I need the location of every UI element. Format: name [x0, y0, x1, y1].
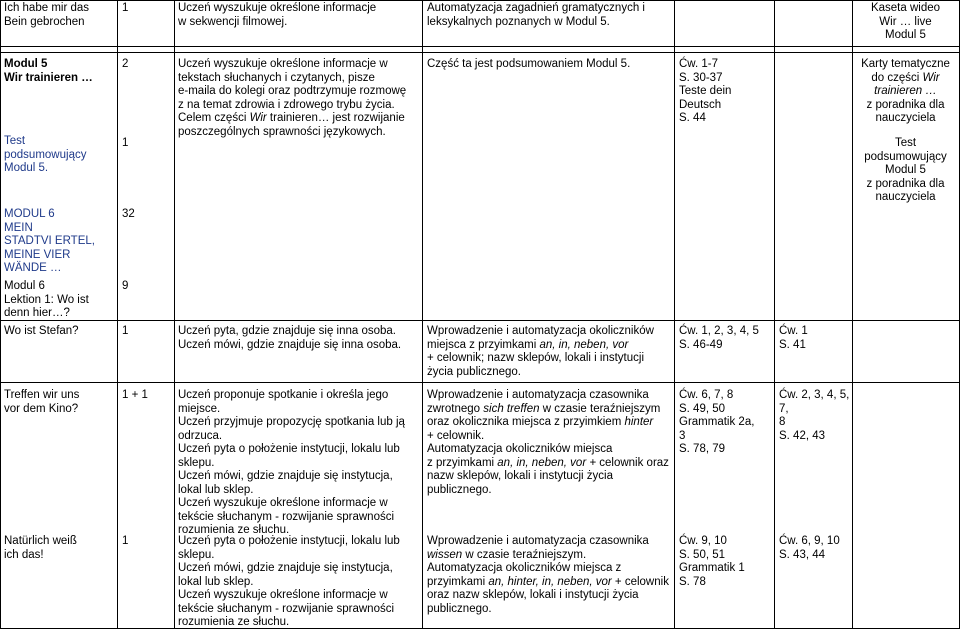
goal-text-italic: Wir — [249, 112, 267, 124]
workbook-exercises: Ćw. 6, 9, 10 S. 43, 44 — [779, 535, 840, 561]
hours-count: 1 — [122, 325, 129, 337]
exercises: Ćw. 1-7 S. 30-37 Teste dein Deutsch S. 44 — [679, 58, 732, 124]
grammar-content: Automatyzacja zagadnień gramatycznych i leksykalnych poznanych w Modul 5. — [427, 2, 645, 28]
table-rule — [0, 320, 960, 321]
grammar-content — [427, 389, 669, 497]
learning-goal: Uczeń pyta o położenie instytucji, lokalu lub sklepu. Uczeń mówi, gdzie znajduje się instytucja, lokal lub sklep. Uczeń wyszukuje określone informacje w tekście słuchanym - rozwijanie sprawności rozumienia ze słuchu. — [178, 535, 400, 628]
grammar-text-italic: wissen — [427, 548, 463, 561]
table-rule — [0, 0, 960, 1]
table-rule — [774, 0, 775, 629]
grammar-text-italic: sich treffen — [483, 402, 540, 415]
grammar-text: celownik oraz nazw sklepów, lokali i instytucji życia publicznego. — [427, 456, 669, 496]
table-rule — [674, 0, 675, 629]
hours-count: 32 — [122, 208, 135, 220]
lesson-topic: Wo ist Stefan? — [4, 325, 79, 337]
test-label: Test podsumowujący Modul 5. — [4, 135, 87, 174]
grammar-text: + celownik. Automatyzacja okoliczników miejsca z przyimkami — [427, 429, 613, 469]
materials — [852, 58, 959, 126]
grammar-text-italic: an, hinter, in, neben, vor — [488, 575, 612, 588]
grammar-text-italic: hinter — [624, 416, 654, 428]
grammar-content: Część ta jest podsumowaniem Modul 5. — [427, 58, 631, 70]
workbook-exercises: Ćw. 1 S. 41 — [779, 325, 808, 351]
grammar-text: w czasie teraźniejszym. Automatyzacja okoliczników miejsca z przyimkami — [427, 548, 622, 588]
goal-text: Uczeń wyszukuje określone informacje w tekstach słuchanych i czytanych, pisze e-maila do kolegi oraz podtrzymuje rozmowę z na temat zdrowia i zdrowego trybu życia. Celem części — [178, 58, 407, 124]
module-title: Modul 5 Wir trainieren … — [4, 58, 93, 84]
exercises: Ćw. 1, 2, 3, 4, 5 S. 46-49 — [679, 325, 759, 351]
hours-count: 1 + 1 — [122, 389, 148, 401]
materials: Test podsumowujący Modul 5 z poradnika dla nauczyciela — [864, 137, 947, 203]
grammar-text-italic: an, in, neben, vor — [539, 338, 629, 351]
table-rule — [174, 0, 175, 629]
hours-count: 1 — [122, 137, 129, 149]
table-rule — [0, 382, 960, 383]
grammar-text: w czasie teraźniejszym oraz okolicznika miejsca z przyimkiem — [427, 402, 661, 428]
exercises: Ćw. 6, 7, 8 S. 49, 50 Grammatik 2a, 3 S. 78, 79 — [679, 389, 755, 455]
lesson-title: Modul 6 Lektion 1: Wo ist denn hier…? — [4, 280, 89, 319]
grammar-text: + celownik; nazw sklepów, lokali i instytucji życia publicznego. — [427, 352, 644, 378]
materials-text: z poradnika dla nauczyciela — [866, 98, 945, 124]
lesson-topic: Ich habe mir das Bein gebrochen — [4, 2, 90, 28]
materials-text: Karty tematyczne do części — [861, 58, 950, 84]
learning-goal: Uczeń wyszukuje określone informacje w sekwencji filmowej. — [178, 2, 377, 28]
learning-goal — [178, 58, 406, 139]
hours-count: 9 — [122, 280, 129, 292]
hours-count: 2 — [122, 58, 129, 70]
workbook-exercises: Ćw. 2, 3, 4, 5, 7, 8 S. 42, 43 — [779, 389, 850, 442]
exercises: Ćw. 9, 10 S. 50, 51 Grammatik 1 S. 78 — [679, 535, 745, 588]
grammar-text: Wprowadzenie i automatyzacja czasownika — [427, 535, 649, 547]
table-rule — [0, 52, 960, 53]
grammar-text: Wprowadzenie i automatyzacja okoliczników miejsca z przyimkami — [427, 325, 654, 351]
grammar-text: Wprowadzenie i automatyzacja czasownika zwrotnego — [427, 389, 649, 415]
table-rule — [422, 0, 423, 629]
lesson-topic: Treffen wir uns vor dem Kino? — [4, 389, 80, 415]
grammar-content — [427, 535, 669, 616]
learning-goal: Uczeń pyta, gdzie znajduje się inna osoba. Uczeń mówi, gdzie znajduje się inna osoba. — [178, 325, 402, 351]
module-6-title: MODUL 6 MEIN STADTVI ERTEL, MEINE VIER WÄNDE … — [4, 208, 95, 274]
hours-count: 1 — [122, 2, 129, 14]
table-rule — [0, 0, 1, 629]
goal-text: trainieren… jest rozwijanie poszczególnych sprawności językowych. — [178, 112, 405, 138]
table-rule — [117, 0, 118, 629]
lesson-topic: Natürlich weiß ich das! — [4, 535, 77, 561]
grammar-text-italic: an, in, neben, vor + — [497, 456, 597, 469]
hours-count: 1 — [122, 535, 129, 547]
grammar-content — [427, 325, 654, 379]
learning-goal: Uczeń proponuje spotkanie i określa jego miejsce. Uczeń przyjmuje propozycję spotkania lub ją odrzuca. Uczeń pyta o położenie instytucji, lokalu lub sklepu. Uczeń mówi, gdzie znajduje się instytucja, lokal lub sklep. Uczeń wyszukuje określone informacje w tekście słuchanym - rozwijanie sprawności rozumienia ze słuchu. — [178, 389, 405, 536]
materials-text-italic: Wir trainieren … — [874, 71, 940, 97]
table-rule — [0, 46, 960, 47]
materials: Kaseta wideo Wir … live Modul 5 — [870, 2, 941, 41]
grammar-text: + celownik oraz nazw sklepów, lokali i instytucji życia publicznego. — [427, 575, 669, 615]
